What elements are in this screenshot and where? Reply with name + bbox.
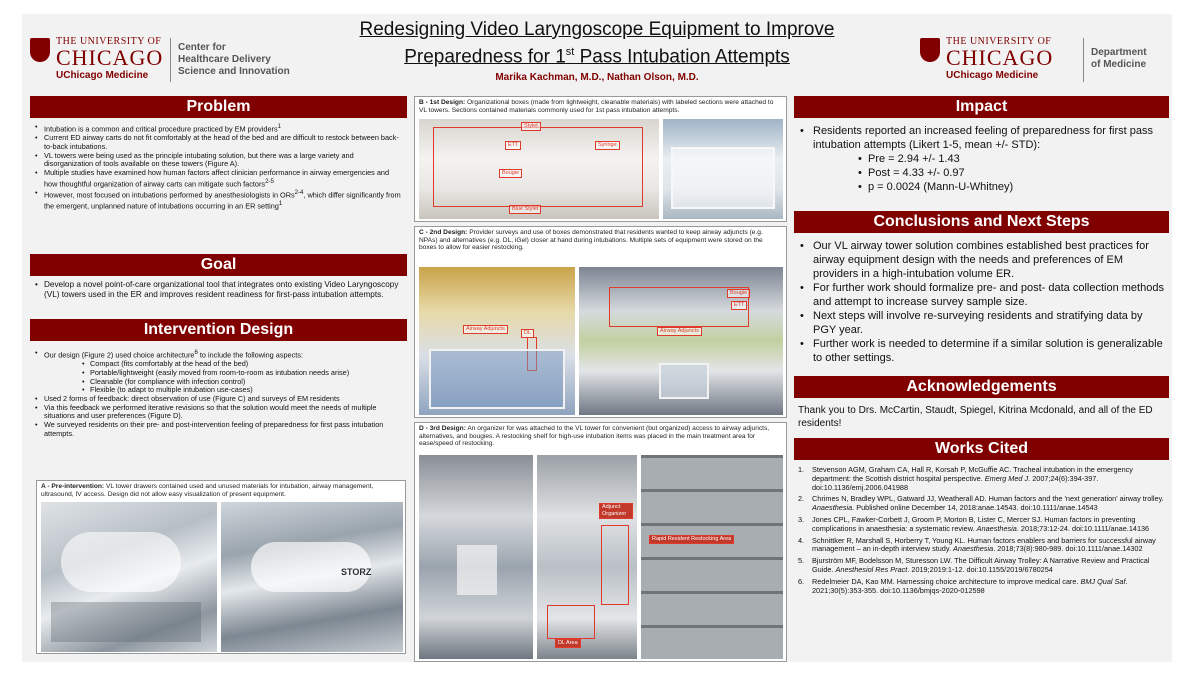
citation-sup: 2-5 <box>265 177 274 185</box>
intervention-bullet: • Via this feedback we performed iterative revisions so that the solution would meet the needs of multiple situations and user preferences (Figure D). <box>32 404 404 421</box>
bougie-label: Bougie <box>499 169 522 178</box>
logo-divider <box>170 38 171 82</box>
title-line-2 <box>277 41 917 68</box>
intervention-body <box>32 349 404 438</box>
figure-label: C - 2nd Design: <box>419 229 468 236</box>
pre-intervention-photo-2 <box>221 502 403 652</box>
works-cited-list <box>796 466 1168 598</box>
problem-body <box>32 123 404 211</box>
figure-d-panel <box>414 422 787 662</box>
goal-body <box>32 280 404 300</box>
bullet-text: However, most focused on intubations performed by anesthesiologists in ORs <box>44 190 295 200</box>
first-design-photo-2 <box>663 119 783 219</box>
problem-bullet <box>32 152 404 169</box>
figure-text: Organizational boxes (made from lightweight, cleanable materials) with labeled sections were attached to VL towers. Sections contained materials commonly used for 1st pass intubation attempts. <box>419 99 774 114</box>
citation-sup: 2-4 <box>294 188 304 196</box>
goal-heading: Goal <box>30 254 407 276</box>
citation-sup: 1 <box>277 123 282 130</box>
reference-item <box>796 466 1168 492</box>
figure-text: An organizer for was attached to the VL tower for convenient (but organized) access to airway adjuncts, alternatives, and bougies. A restocking shelf for high-use intubation items was placed in the main treatment area for ease/speed of restocking. <box>419 425 770 448</box>
rapid-restocking-label: Rapid Resident Restocking Area <box>649 535 734 544</box>
dept-line: Center for <box>178 42 226 53</box>
conclusions-heading: Conclusions and Next Steps <box>794 211 1169 233</box>
blue-stylet-label: Blue Stylet <box>509 205 541 214</box>
title-text: Pass Intubation Attempts <box>574 46 790 68</box>
figure-c-caption <box>419 229 782 252</box>
design-aspect: • Compact (fits comfortably at the head of the bed) <box>32 360 404 369</box>
dl-label: DL <box>521 329 534 338</box>
ref-number: 6. <box>798 576 805 586</box>
ref-text: Jones CPL, Fawker-Corbett J, Groom P, Morton B, Lister C, Mercer SJ. Human factors in preventing complications in anaesthesia: a systematic review. <box>812 514 1136 533</box>
ref-text: Stevenson AGM, Graham CA, Hall R, Korsah P, McGuffie AC. Tracheal intubation in the emergency department: the Scottish district hospital perspective. <box>812 465 1133 483</box>
authors: Marika Kachman, M.D., Nathan Olson, M.D. <box>495 72 699 83</box>
second-design-photo-1 <box>419 267 575 415</box>
logo-medicine-text: UChicago Medicine <box>56 70 149 81</box>
drawer <box>51 602 201 642</box>
bullet-text: to include the following aspects: <box>197 350 303 360</box>
impact-body <box>796 124 1168 194</box>
ett-label: ETT <box>505 141 521 150</box>
bougie-label: Bougie <box>727 289 750 298</box>
organizer-outline <box>601 525 629 605</box>
design-aspect: • Flexible (to adapt to multiple intubation use-cases) <box>32 386 404 395</box>
organizer-box <box>659 363 709 399</box>
ref-text: Bjurström MF, Bodelsson M, Sturesson LW. The Difficult Airway Trolley: A Narrative Review and Practical Guide. <box>812 556 1150 574</box>
figure-b-caption <box>419 99 782 114</box>
impact-heading: Impact <box>794 96 1169 118</box>
ref-journal: Anaesthesia <box>976 523 1017 533</box>
dept-line: Science and Innovation <box>178 66 290 77</box>
vl-tower <box>457 545 497 595</box>
ref-journal: Emerg Med J <box>984 473 1029 483</box>
design-aspect: • Portable/lightweight (easily moved from room-to-room as intubation needs arise) <box>32 369 404 378</box>
ett-label: ETT <box>731 301 747 310</box>
logo-university-text: THE UNIVERSITY OF <box>946 36 1052 47</box>
impact-stat: • p = 0.0024 (Mann-U-Whitney) <box>796 180 1168 194</box>
acknowledgements-heading: Acknowledgements <box>794 376 1169 398</box>
ref-journal: BMJ Qual Saf <box>1080 576 1126 586</box>
problem-bullet <box>32 169 404 189</box>
impact-lead: • Residents reported an increased feeling of preparedness for first pass intubation attempts (Likert 1-5, mean +/- STD): <box>796 124 1168 152</box>
conclusion-bullet: • Our VL airway tower solution combines established best practices for airway equipment design with the needs and preferences of EM providers in a high-intubation volume ER. <box>796 239 1168 281</box>
adjunct-organizer-label: Adjunct Organizer <box>599 503 633 519</box>
third-design-photo-2 <box>537 455 637 659</box>
bullet-text: Intubation is a common and critical procedure practiced by EM providers <box>44 124 278 134</box>
title-line-1: Redesigning Video Laryngoscope Equipment to Improve <box>359 19 835 40</box>
bagged-supplies <box>61 532 181 592</box>
reference-item <box>796 516 1168 534</box>
figure-text: VL tower drawers contained used and unused materials for intubation, airway management, ultrasound, IV access. Design did not allow easy visualization of present equipment. <box>41 483 374 498</box>
dl-area-label: DL Area <box>555 639 581 648</box>
ref-number: 5. <box>798 556 805 566</box>
storz-label: STORZ <box>341 567 372 577</box>
ref-text: Redelmeier DA, Kao MM. Harnessing choice architecture to improve medical care. <box>812 576 1081 586</box>
logo-department <box>1091 47 1147 71</box>
dept-line: Department <box>1091 47 1147 58</box>
university-shield-icon <box>920 38 940 62</box>
logo-department <box>178 42 290 78</box>
figure-b-panel <box>414 96 787 222</box>
intervention-bullet: • We surveyed residents on their pre- and post-intervention feeling of preparedness for first pass intubation attempts. <box>32 421 404 438</box>
ref-journal: Anaesthesia <box>953 544 994 554</box>
bullet-text: VL towers were being used as the principle intubating solution, but there was a large variety and disorganization of tools available on these towers (Figure A). <box>44 150 354 169</box>
ref-text: . Published online December 14, 2018:anae.14543. doi:10.1111/anae.14543 <box>852 503 1098 513</box>
figure-a-panel <box>36 480 406 654</box>
goal-bullet: • Develop a novel point-of-care organizational tool that integrates onto existing Video Laryngoscopy (VL) towers used in the ER and improves resident readiness for first-pass intubation attempts. <box>32 280 404 300</box>
conclusions-body <box>796 239 1168 365</box>
poster <box>22 14 1172 662</box>
airway-adjuncts-label: Airway Adjuncts <box>463 325 508 334</box>
conclusion-bullet: • For further work should formalize pre- and post- data collection methods and attempt to increase survey sample size. <box>796 281 1168 309</box>
conclusion-bullet: • Further work is needed to determine if a similar solution is generalizable to other settings. <box>796 337 1168 365</box>
impact-stat: • Post = 4.33 +/- 0.97 <box>796 166 1168 180</box>
figure-label: D - 3rd Design: <box>419 425 466 432</box>
poster-title <box>277 18 917 68</box>
bullet-text: Multiple studies have examined how human factors affect clinician performance in airway emergencies and how thoughtful organization of airway carts can mitigate such factors <box>44 167 390 189</box>
reference-item <box>796 495 1168 513</box>
problem-bullet <box>32 134 404 151</box>
reference-item <box>796 537 1168 555</box>
citation-sup: 6 <box>194 349 198 356</box>
ref-number: 4. <box>798 535 805 545</box>
intervention-heading: Intervention Design <box>30 319 407 341</box>
figure-label: B - 1st Design: <box>419 99 466 106</box>
dept-line: of Medicine <box>1091 59 1147 70</box>
works-cited-heading: Works Cited <box>794 438 1169 460</box>
acknowledgements-text: Thank you to Drs. McCartin, Staudt, Spiegel, Kitrina Mcdonald, and all of the ED residents! <box>798 405 1153 429</box>
bullet-text: Current ED airway carts do not fit comfortably at the head of the bed and are difficult to restock between back-to-back intubations. <box>44 133 399 151</box>
bullet-text: , which differ significantly from the emergent, unplanned nature of intubations occurring in an ER setting <box>44 190 401 211</box>
dept-line: Healthcare Delivery <box>178 54 271 65</box>
logo-university-text: THE UNIVERSITY OF <box>56 36 162 47</box>
figure-d-caption <box>419 425 782 448</box>
figure-c-panel <box>414 226 787 418</box>
first-design-photo-1 <box>419 119 659 219</box>
restocking-shelf-photo <box>641 455 783 659</box>
airway-adjuncts-label: Airway Adjuncts <box>657 327 702 336</box>
logo-divider <box>1083 38 1084 82</box>
ref-text: . 2018;73:12-24. doi:10.1111/anae.14136 <box>1016 523 1150 533</box>
problem-heading: Problem <box>30 96 407 118</box>
syringe-label: Syringe <box>595 141 620 150</box>
design-aspect: • Cleanable (for compliance with infection control) <box>32 378 404 387</box>
second-design-photo-2 <box>579 267 783 415</box>
pre-intervention-photo-1 <box>41 502 217 652</box>
reference-item <box>796 578 1168 596</box>
organizer-box <box>429 349 565 409</box>
university-shield-icon <box>30 38 50 62</box>
citation-sup: 1 <box>278 199 283 207</box>
ref-journal: Anesthesiol Res Pract <box>835 564 908 574</box>
ref-text: . 2007;24(6):394-397. doi:10.1136/emj.2006.041988 <box>812 473 1099 492</box>
figure-a-caption <box>41 483 401 498</box>
logo-chicago-text: CHICAGO <box>946 45 1054 70</box>
conclusion-bullet: • Next steps will involve re-surveying residents and stratifying data by PGY year. <box>796 309 1168 337</box>
ref-number: 3. <box>798 514 805 524</box>
stylet-label: Stylet <box>521 122 541 131</box>
title-superscript: st <box>565 46 575 58</box>
logo-chicago-text: CHICAGO <box>56 45 164 70</box>
problem-bullet <box>32 189 404 211</box>
figure-text: Provider surveys and use of boxes demonstrated that residents wanted to keep airway adjuncts (e.g. NPAs) and alternatives (e.g. DL, iGel) closer at hand during intubations. Multiple sets of equipment were stored on the boxes to allow for easier restocking. <box>419 229 763 252</box>
impact-stat: • Pre = 2.94 +/- 1.43 <box>796 152 1168 166</box>
third-design-photo-1 <box>419 455 533 659</box>
ref-text: Schnittker R, Marshall S, Horberry T, Young KL. Human factors enablers and barriers for successful airway management – an in-depth interview study. <box>812 535 1156 554</box>
logo-medicine-text: UChicago Medicine <box>946 70 1039 81</box>
intervention-bullet: • Used 2 forms of feedback: direct observation of use (Figure C) and surveys of EM residents <box>32 395 404 404</box>
ref-text: . 2019;2019:1-12. doi:10.1155/2019/6780254 <box>907 564 1053 574</box>
ref-journal: Anaesthesia <box>812 503 853 513</box>
ref-text: . 2018;73(8):980-989. doi:10.1111/anae.14302 <box>993 544 1143 554</box>
ref-number: 2. <box>798 494 805 504</box>
figure-label: A - Pre-intervention: <box>41 483 105 490</box>
reference-item <box>796 557 1168 575</box>
ref-number: 1. <box>798 465 805 474</box>
ref-text: Chrimes N, Bradley WPL, Gatward JJ, Weatherall AD. Human factors and the 'next generation' airway trolley. <box>812 494 1164 504</box>
ref-text: . 2021;30(5):353-355. doi:10.1136/bmjqs-2020-012598 <box>812 576 1128 595</box>
organizer-box <box>671 147 775 209</box>
dl-outline <box>547 605 595 639</box>
title-text: Preparedness for 1 <box>404 46 566 68</box>
box-outline <box>433 127 643 207</box>
bullet-text: Our design (Figure 2) used choice architecture <box>44 350 195 360</box>
